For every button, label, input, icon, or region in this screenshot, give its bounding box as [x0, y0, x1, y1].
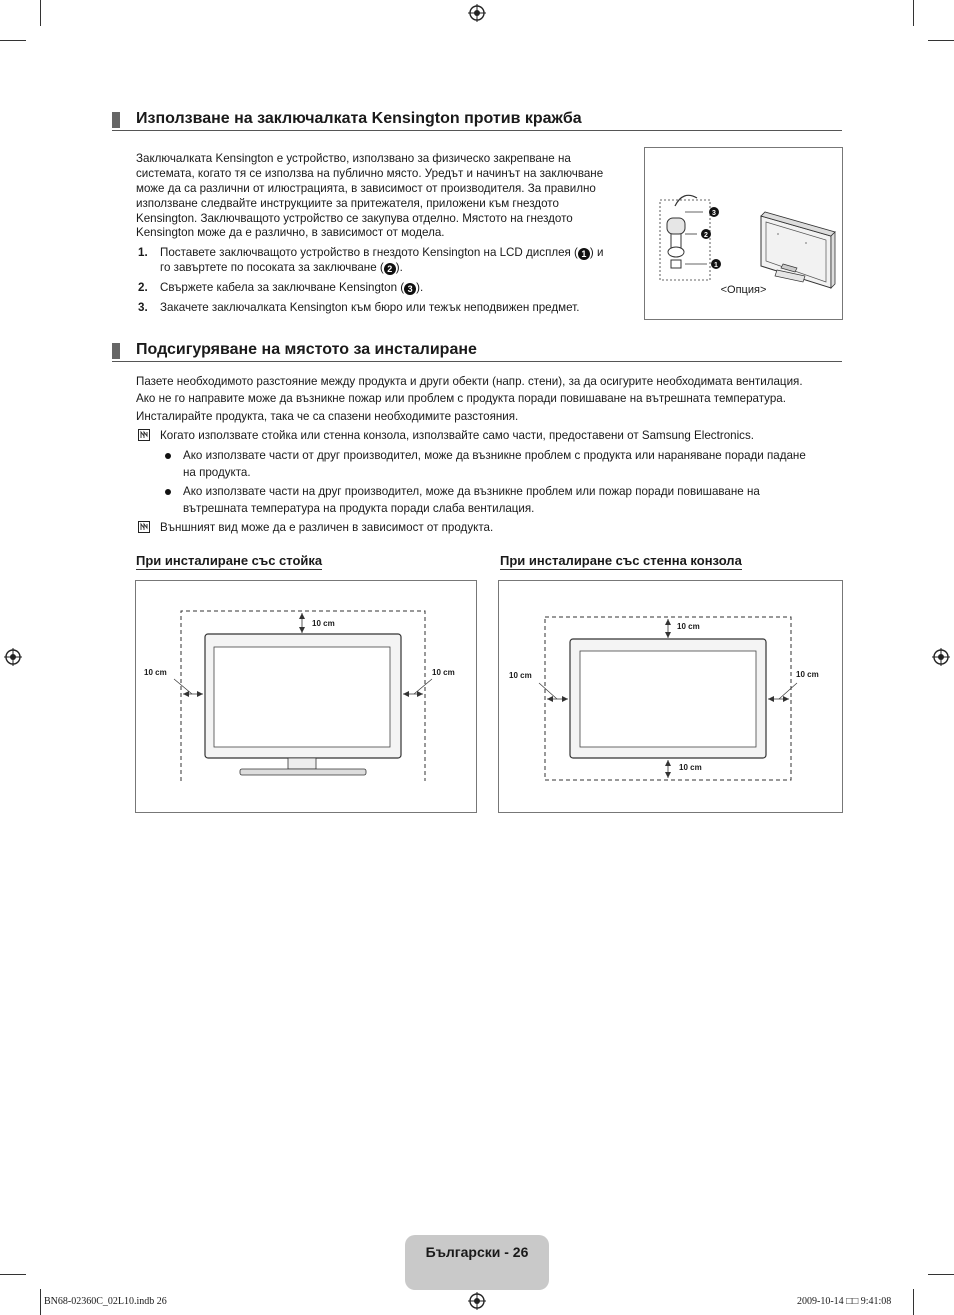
number-circle-icon: 3: [404, 283, 416, 295]
registration-mark-icon: [468, 4, 486, 22]
clearance-label-right: 10 cm: [432, 668, 455, 677]
section-heading: [112, 341, 842, 362]
step-number: 1.: [138, 246, 148, 259]
crop-mark: [40, 0, 41, 26]
bullet-text: Ако използвате части от друг производител, може да възникне проблем с продукта или нараняване поради падане: [183, 449, 806, 462]
bullet-text: Ако използвате части на друг производител, може да възникне проблем или пожар поради повишаване на: [183, 485, 760, 498]
registration-mark-icon: [932, 648, 950, 666]
figure-caption: <Опция>: [720, 284, 767, 296]
note-text: Когато използвате стойка или стенна конзола, използвайте само части, предоставени от Samsung Electronics.: [160, 429, 754, 442]
crop-mark: [928, 1274, 954, 1275]
heading-bar: [112, 112, 120, 128]
section-title: Подсигуряване на мястото за инсталиране: [136, 341, 477, 358]
step-text: Закачете заключалката Kensington към бюро или тежък неподвижен предмет.: [160, 301, 580, 314]
step-text-part: ).: [416, 281, 424, 294]
step-number: 2.: [138, 281, 148, 294]
crop-mark: [0, 40, 26, 41]
stand-clearance-illustration: [136, 581, 476, 812]
step-text-part: го завъртете по посоката за заключване (: [160, 261, 384, 274]
heading-bar: [112, 343, 120, 359]
clearance-label-top: 10 cm: [312, 619, 335, 628]
crop-mark: [928, 40, 954, 41]
intro-line: Заключалката Kensington е устройство, използвано за физическо закрепване на: [136, 152, 571, 165]
intro-line: Kensington. Заключващото устройство се закупува отделно. Мястото на гнездото: [136, 212, 573, 225]
clearance-label-left: 10 cm: [144, 668, 167, 677]
number-circle-icon: 2: [384, 263, 396, 275]
crop-mark: [40, 1289, 41, 1315]
wall-clearance-illustration: [499, 581, 842, 812]
print-file-info: BN68-02360C_02L10.indb 26: [44, 1296, 167, 1307]
intro-line: Kensington може да е различно, в зависимост от модела.: [136, 226, 445, 239]
clearance-label-left: 10 cm: [509, 671, 532, 680]
crop-mark: [913, 0, 914, 26]
print-date-info: 2009-10-14 □□ 9:41:08: [797, 1296, 892, 1307]
step-text-part: Свържете кабела за заключване Kensington (: [160, 281, 405, 294]
registration-mark-icon: [468, 1292, 486, 1310]
section-title: Използване на заключалката Kensington против кражба: [136, 110, 582, 127]
step-text-part: Поставете заключващото устройство в гнездото Kensington на LCD дисплея (: [160, 246, 578, 259]
clearance-label-bottom: 10 cm: [679, 763, 702, 772]
intro-line: Ако не го направите може да възникне пожар или проблем с продукта поради повишаване на вътрешната температура.: [136, 392, 786, 405]
stand-diagram: [135, 580, 477, 813]
note-text: Външният вид може да е различен в зависимост от продукта.: [160, 521, 494, 534]
step-text: [160, 280, 423, 295]
bullet-icon: [165, 453, 171, 459]
figure-label: 2: [704, 232, 708, 239]
bullet-text: на продукта.: [183, 466, 251, 479]
crop-mark: [913, 1289, 914, 1315]
note-icon: [138, 429, 150, 441]
intro-line: Инсталирайте продукта, така че са спазени необходимите разстояния.: [136, 410, 519, 423]
step-text: [160, 260, 403, 275]
wall-diagram: [498, 580, 843, 813]
figure-label: 1: [714, 262, 718, 269]
intro-line: използване следвайте инструкциите за притежателя, приложени към гнездото: [136, 197, 559, 210]
kensington-figure: [644, 147, 843, 320]
crop-mark: [0, 1274, 26, 1275]
bullet-text: вътрешната температура на продукта поради слаба вентилация.: [183, 502, 535, 515]
registration-mark-icon: [4, 648, 22, 666]
number-circle-icon: 1: [578, 248, 590, 260]
step-text-part: ) и: [589, 246, 604, 259]
clearance-label-top: 10 cm: [677, 622, 700, 631]
page-number: Български - 26: [425, 1244, 529, 1260]
note-icon: [138, 521, 150, 533]
clearance-label-right: 10 cm: [796, 670, 819, 679]
intro-line: може да са различни от илюстрацията, в зависимост от производителя. За правилно: [136, 182, 596, 195]
step-text-part: ).: [395, 261, 403, 274]
stand-subheading: При инсталиране със стойка: [136, 553, 323, 568]
wall-subheading: При инсталиране със стенна конзола: [500, 553, 742, 568]
bullet-icon: [165, 489, 171, 495]
intro-line: системата, когато тя се използва на публично място. Уредът и начинът на заключване: [136, 167, 604, 180]
intro-line: Пазете необходимото разстояние между продукта и други обекти (напр. стени), за да осигурите необходимата вентилация.: [136, 375, 803, 388]
figure-label: 3: [712, 210, 716, 217]
step-number: 3.: [138, 301, 148, 314]
step-text: [160, 245, 603, 260]
section-heading: [112, 110, 842, 131]
